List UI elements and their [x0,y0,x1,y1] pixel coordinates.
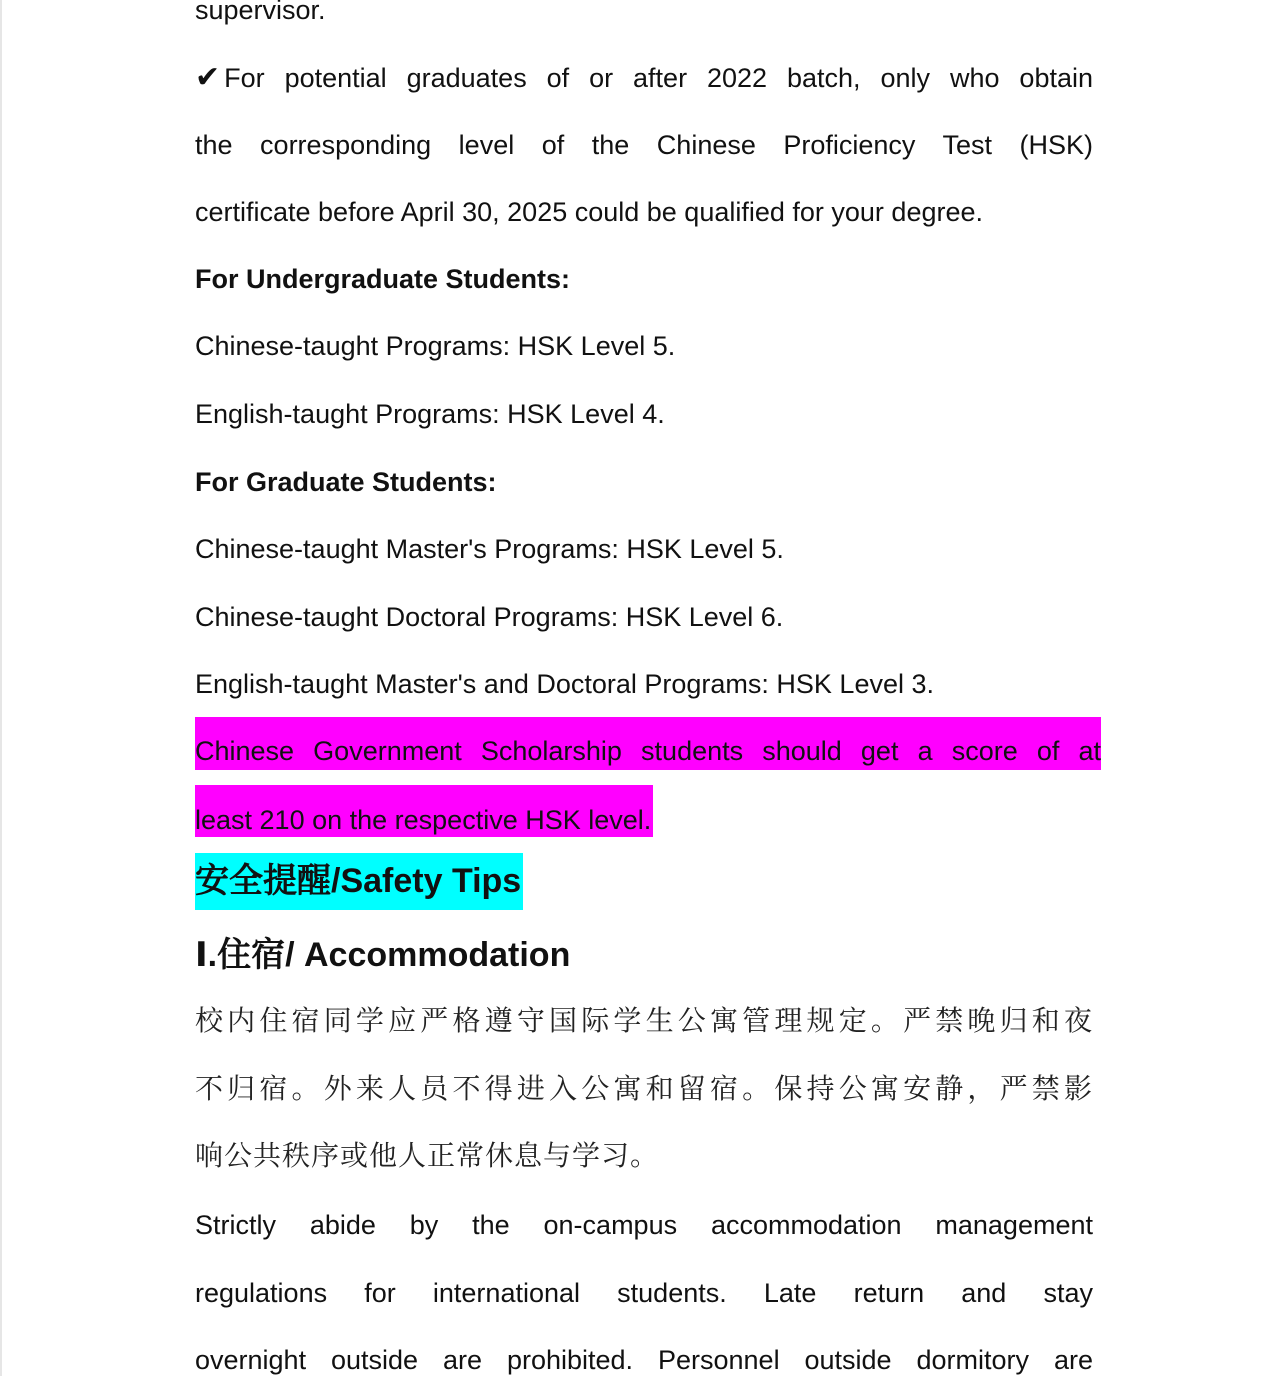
scholarship-note-line-1: Chinese Government Scholarship students should get a score of at [195,717,1101,770]
undergrad-item: Chinese-taught Programs: HSK Level 5. [195,331,676,361]
safety-tips-heading: 安全提醒/Safety Tips [195,853,523,910]
graduate-heading: For Graduate Students: [195,467,497,497]
hsk-rule-line-3: certificate before April 30, 2025 could be qualified for your degree. [195,197,983,227]
accommodation-en-line: Strictly abide by the on-campus accommodation management [195,1210,1093,1240]
undergrad-heading: For Undergraduate Students: [195,264,571,294]
undergrad-item: English-taught Programs: HSK Level 4. [195,399,665,429]
accommodation-cn-line: 响公共秩序或他人正常休息与学习。 [195,1139,660,1172]
graduate-item: English-taught Master's and Doctoral Programs: HSK Level 3. [195,669,934,699]
check-mark-icon: ✔ [195,60,221,95]
graduate-item: Chinese-taught Master's Programs: HSK Level 5. [195,534,784,564]
top-fragment: supervisor. [195,0,326,25]
accommodation-heading: Ⅰ.住宿/ Accommodation [195,936,571,974]
accommodation-cn-line: 校内住宿同学应严格遵守国际学生公寓管理规定。严禁晚归和夜 [195,1004,1093,1037]
hsk-rule-line-2: the corresponding level of the Chinese Proficiency Test (HSK) [195,130,1093,160]
graduate-item: Chinese-taught Doctoral Programs: HSK Level 6. [195,602,784,632]
hsk-rule-line-1: ✔ For potential graduates of or after 2022 batch, only who obtain [195,60,1093,95]
accommodation-en-line: regulations for international students. Late return and stay [195,1278,1093,1308]
accommodation-cn-line: 不归宿。外来人员不得进入公寓和留宿。保持公寓安静，严禁影 [195,1072,1093,1105]
page-edge [0,0,2,1376]
scholarship-note-line-2: least 210 on the respective HSK level. [195,785,653,837]
accommodation-en-line: overnight outside are prohibited. Personnel outside dormitory are [195,1345,1093,1375]
